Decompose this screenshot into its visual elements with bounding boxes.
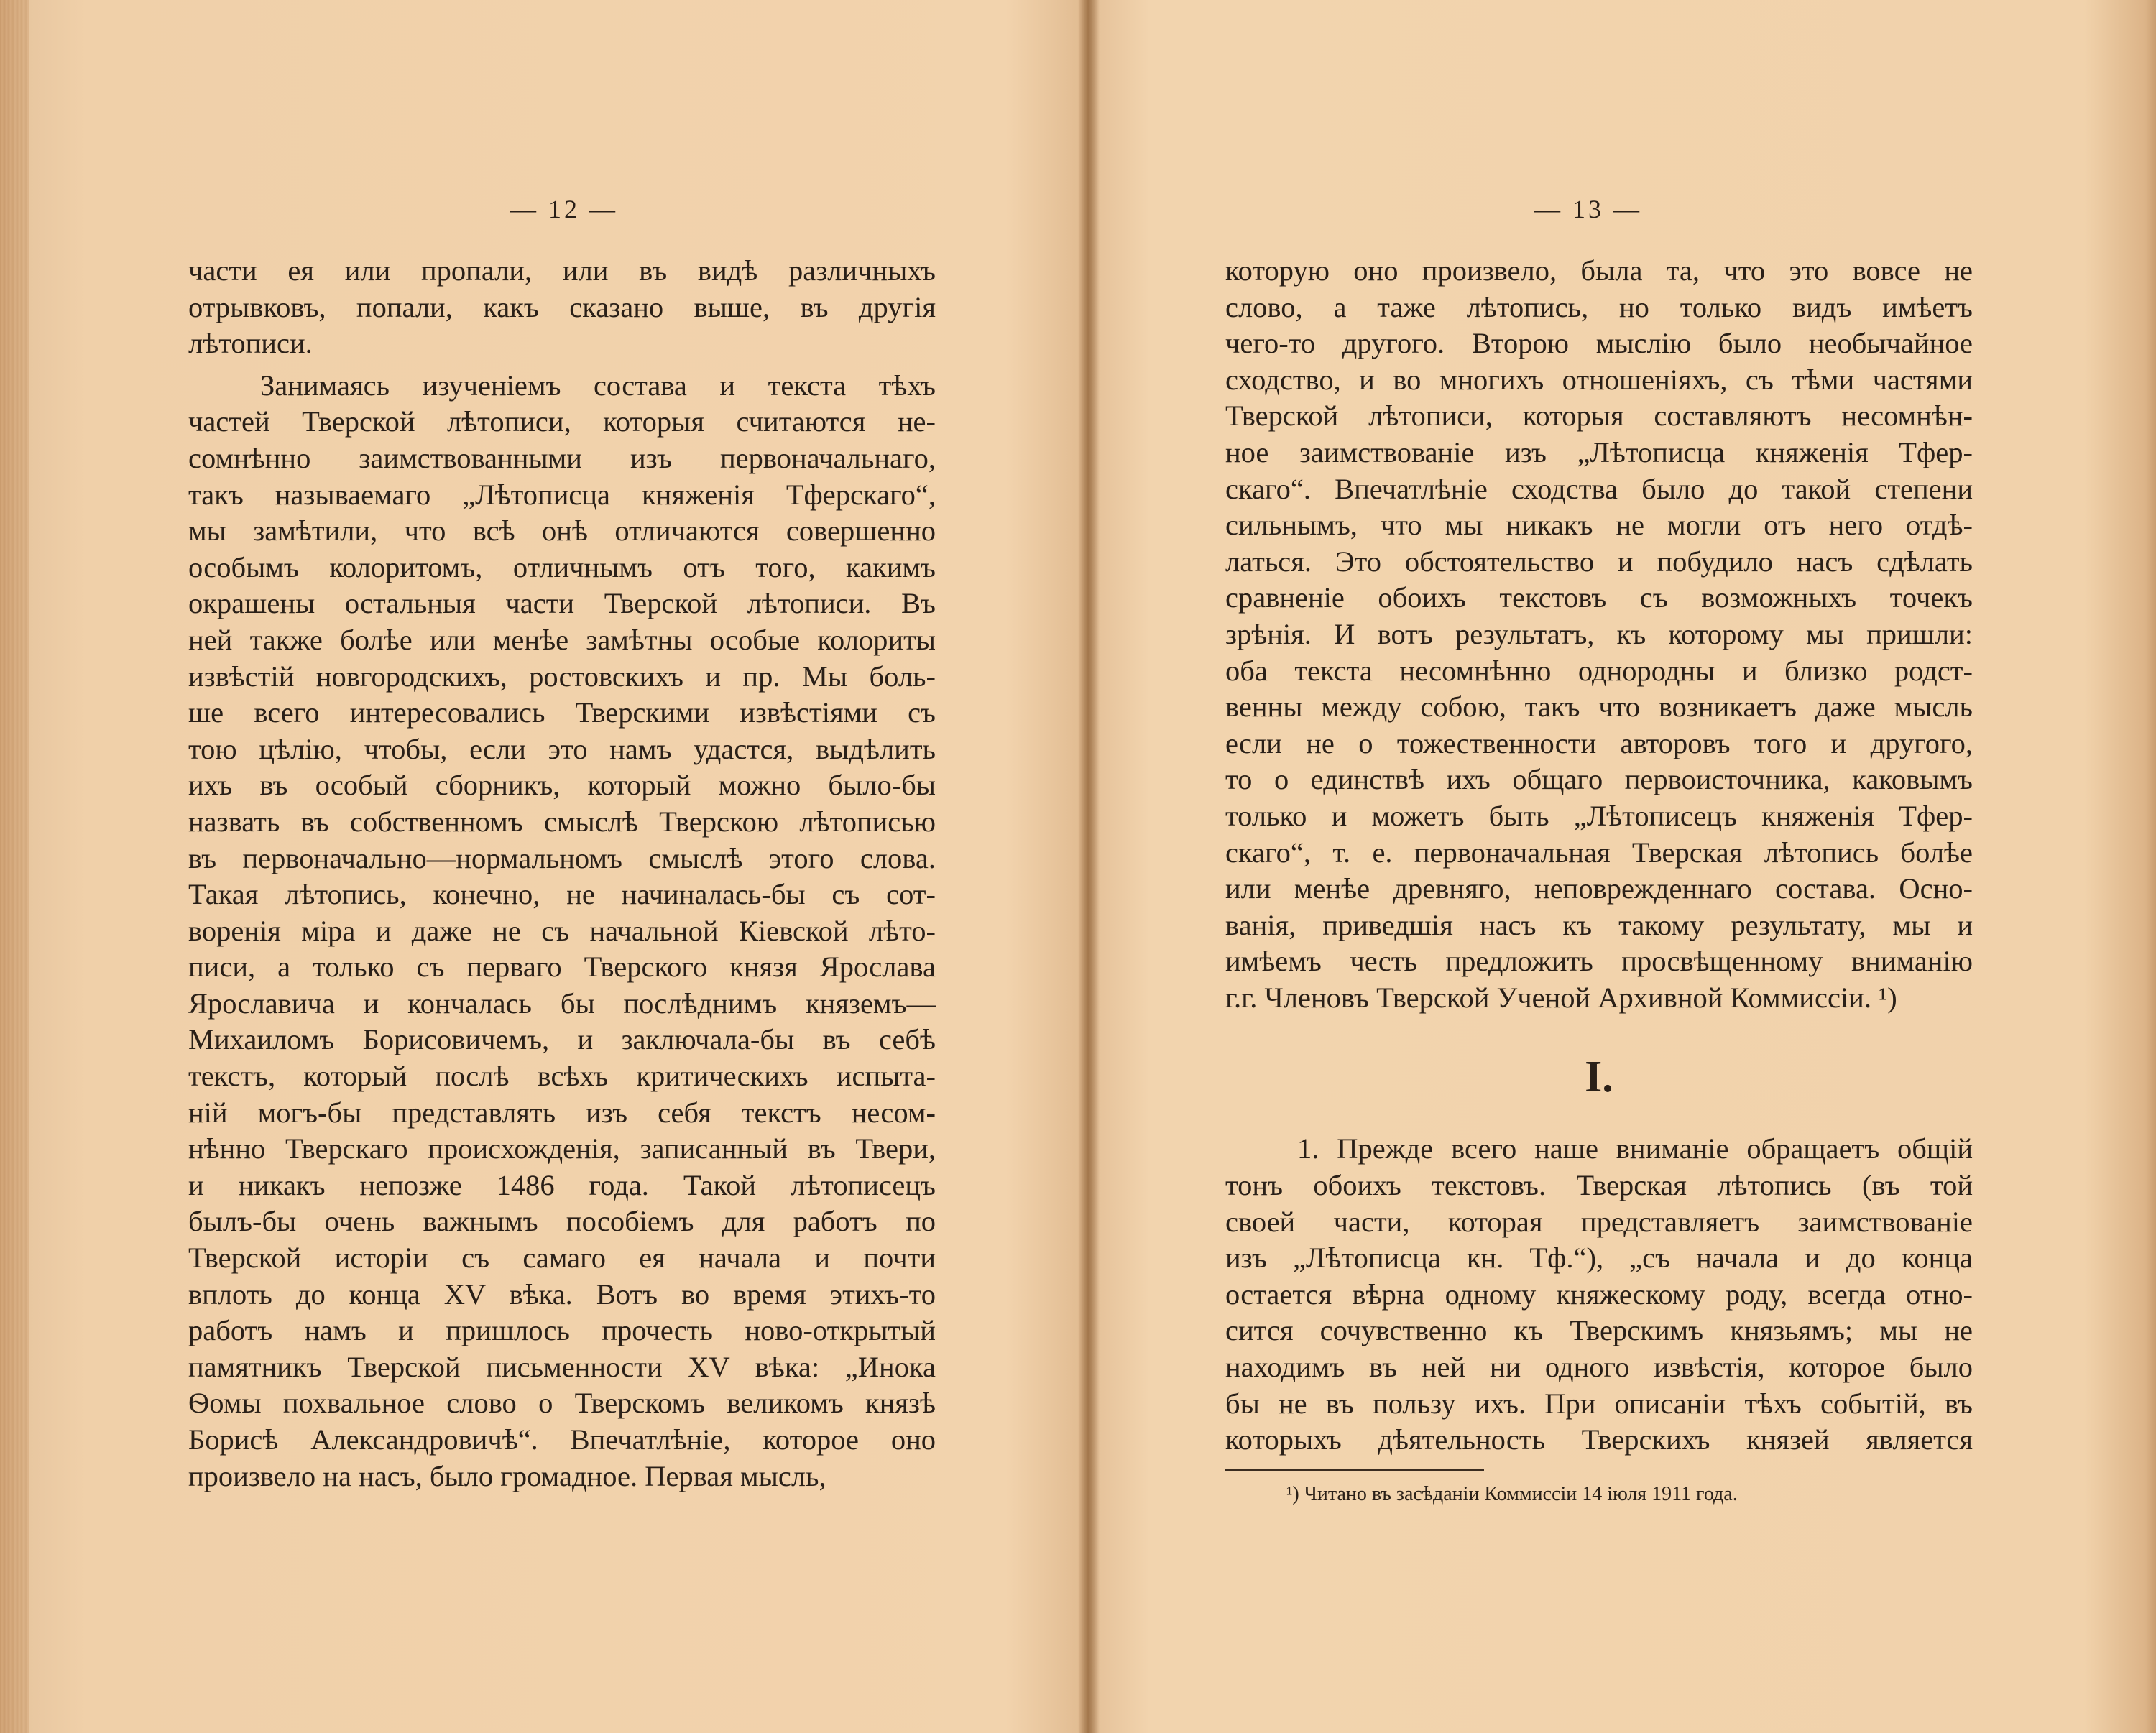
text-line: и никакъ непозже 1486 года. Такой лѣтописецъ — [188, 1168, 936, 1201]
text-line: произвело на насъ, было громадное. Первая мысль, — [188, 1459, 826, 1492]
book-gutter — [1078, 0, 1100, 1733]
body-text — [188, 253, 936, 1494]
text-line: бы не въ пользу ихъ. При описаніи тѣхъ событій, въ — [1225, 1387, 1973, 1420]
text-line: такъ называемаго „Лѣтописца княженія Тферскаго“, — [188, 478, 936, 511]
text-line: ванія, приведшія насъ къ такому результату, мы и — [1225, 908, 1973, 941]
text-line: то о единствѣ ихъ общаго первоисточника, каковымъ — [1225, 763, 1973, 796]
text-line: сится сочувственно къ Тверскимъ князьямъ; мы не — [1225, 1314, 1973, 1347]
text-line: Занимаясь изученіемъ состава и текста тѣхъ — [260, 369, 936, 402]
footnote-divider — [1225, 1469, 1484, 1471]
text-line: писи, а только съ перваго Тверского князя Ярослава — [188, 951, 936, 984]
text-line: которыхъ дѣятельность Тверскихъ князей является — [1225, 1423, 1973, 1456]
text-line: тонъ обоихъ текстовъ. Тверская лѣтопись (въ той — [1225, 1169, 1973, 1202]
text-line: лѣтописи. — [188, 327, 313, 360]
text-line: скаго“. Впечатлѣніе сходства было до такой степени — [1225, 472, 1973, 505]
text-line: если не о тожественности авторовъ того и другого, — [1225, 726, 1973, 759]
body-text — [1225, 253, 1973, 1459]
text-line: окрашены остальныя части Тверской лѣтописи. Въ — [188, 587, 936, 620]
text-line: памятникъ Тверской письменности XV вѣка: „Инока — [188, 1350, 936, 1383]
text-line: г.г. Членовъ Тверской Ученой Архивной Коммиссіи. ¹) — [1225, 981, 1897, 1014]
text-line: венны между собою, такъ что возникаетъ даже мысль — [1225, 690, 1973, 724]
text-line: работъ намъ и пришлось прочесть ново-открытый — [188, 1314, 936, 1347]
text-line: частей Тверской лѣтописи, которыя считаются не- — [188, 405, 936, 438]
text-line: вплоть до конца XV вѣка. Вотъ во время этихъ-то — [188, 1277, 936, 1311]
text-line: своей части, которая представляетъ заимствованіе — [1225, 1205, 1973, 1238]
text-line: Тверской лѣтописи, которыя составляютъ несомнѣн- — [1225, 399, 1973, 433]
text-line: нѣнно Тверскаго происхожденія, записанный въ Твери, — [188, 1132, 936, 1165]
text-line: имѣемъ честь предложить просвѣщенному вниманію — [1225, 945, 1973, 978]
text-line: ше всего интересовались Тверскими извѣстіями съ — [188, 696, 936, 729]
text-line: чего-то другого. Второю мыслію было необычайное — [1225, 327, 1973, 360]
text-line: сравненіе обоихъ текстовъ съ возможныхъ точекъ — [1225, 581, 1973, 614]
text-line: извѣстій новгородскихъ, ростовскихъ и пр. Мы боль- — [188, 660, 936, 693]
text-line: Борисѣ Александровичѣ“. Впечатлѣніе, которое оно — [188, 1423, 936, 1456]
text-line: тою цѣлію, чтобы, если это намъ удастся, выдѣлить — [188, 732, 936, 765]
text-line: находимъ въ ней ни одного извѣстія, которое было — [1225, 1351, 1973, 1384]
text-line: слово, а таже лѣтопись, но только видъ имѣетъ — [1225, 290, 1973, 323]
text-line: части ея или пропали, или въ видѣ различныхъ — [188, 254, 936, 287]
section-heading: I. — [1585, 1053, 1613, 1102]
text-line: былъ-бы очень важнымъ пособіемъ для работъ по — [188, 1205, 936, 1238]
text-line: текстъ, который послѣ всѣхъ критическихъ испыта- — [188, 1060, 936, 1093]
text-line: которую оно произвело, была та, что это вовсе не — [1225, 254, 1973, 287]
page-number: — 12 — — [510, 195, 618, 223]
text-line: воренія міра и даже не съ начальной Кіевской лѣто- — [188, 914, 936, 947]
text-line: сомнѣнно заимствованными изъ первоначальнаго, — [188, 441, 936, 474]
text-line: ній могъ-бы представлять изъ себя текстъ несом- — [188, 1096, 936, 1129]
text-line: Тверской исторіи съ самаго ея начала и почти — [188, 1242, 936, 1275]
text-line: въ первоначально—нормальномъ смыслѣ этого слова. — [188, 841, 936, 874]
text-line: Такая лѣтопись, конечно, не начиналась-бы съ сот- — [188, 878, 936, 911]
text-line: сильнымъ, что мы никакъ не могли отъ него отдѣ- — [1225, 509, 1973, 542]
text-line: или менѣе древняго, неповрежденнаго состава. Осно- — [1225, 872, 1973, 905]
text-line: Ярославича и кончалась бы послѣднимъ княземъ— — [188, 986, 936, 1020]
text-line: зрѣнія. И вотъ результатъ, къ которому мы пришли: — [1225, 617, 1973, 650]
text-line: 1. Прежде всего наше вниманіе обращаетъ общій — [1297, 1132, 1973, 1165]
text-line: латься. Это обстоятельство и побудило насъ сдѣлать — [1225, 545, 1973, 578]
text-line: назвать въ собственномъ смыслѣ Тверскою лѣтописью — [188, 805, 936, 838]
text-line: сходство, и во многихъ отношеніяхъ, съ тѣми частями — [1225, 363, 1973, 396]
paragraph-gap — [188, 362, 936, 368]
text-line: ное заимствованіе изъ „Лѣтописца княженія Тфер- — [1225, 435, 1973, 468]
text-line: Ѳомы похвальное слово о Тверскомъ великомъ князѣ — [188, 1387, 936, 1420]
text-line: Михаиломъ Борисовичемъ, и заключала-бы въ себѣ — [188, 1023, 936, 1056]
text-line: остается вѣрна одному княжескому роду, всегда отно- — [1225, 1277, 1973, 1311]
right-page — [1100, 0, 2156, 1733]
text-line: скаго“, т. е. первоначальная Тверская лѣтопись болѣе — [1225, 836, 1973, 869]
text-line: оба текста несомнѣнно однородны и близко родст- — [1225, 654, 1973, 687]
text-line: ней также болѣе или менѣе замѣтны особые колориты — [188, 623, 936, 656]
text-line: только и можетъ быть „Лѣтописецъ княженія Тфер- — [1225, 799, 1973, 832]
text-line: ихъ въ особый сборникъ, который можно было-бы — [188, 769, 936, 802]
text-line: мы замѣтили, что всѣ онѣ отличаются совершенно — [188, 514, 936, 547]
text-line: отрывковъ, попали, какъ сказано выше, въ другія — [188, 290, 936, 323]
text-line: особымъ колоритомъ, отличнымъ отъ того, какимъ — [188, 550, 936, 583]
footnote: ¹) Читано въ засѣданіи Коммиссіи 14 іюля 1911 года. — [1286, 1483, 1738, 1505]
page-number: — 13 — — [1534, 195, 1642, 223]
text-line: изъ „Лѣтописца кн. Тф.“), „съ начала и до конца — [1225, 1242, 1973, 1275]
